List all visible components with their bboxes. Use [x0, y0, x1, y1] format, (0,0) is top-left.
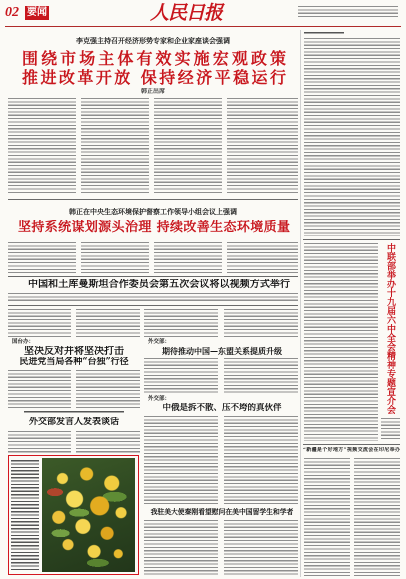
- page-number: 02: [5, 5, 19, 20]
- article-body-text: [144, 416, 218, 505]
- section-divider: [8, 199, 298, 200]
- article-body-text: [8, 242, 76, 273]
- section-divider: [303, 239, 400, 240]
- article-body-text: [8, 98, 76, 195]
- article-body-text: [304, 38, 400, 236]
- article-body-text: [304, 243, 378, 441]
- article-body-text: [144, 309, 218, 338]
- article-body-text: [144, 358, 218, 394]
- header-rule: [5, 26, 401, 27]
- article-body-text: [154, 242, 222, 273]
- top-story-headline-line2: 推进改革开放 保持经济平稳运行: [22, 68, 286, 87]
- embassy-story-headline: 我驻美大使秦刚看望慰问在美中国留学生和学者: [150, 508, 294, 516]
- section-divider: [8, 305, 298, 306]
- news-photo: [42, 458, 135, 572]
- taiwan-story-headline-line1: 坚决反对并将坚决打击: [24, 346, 124, 357]
- article-body-text: [8, 309, 71, 338]
- spokesperson-story-headline: 外交部发言人发表谈话: [28, 417, 119, 427]
- article-body-text: [224, 520, 298, 576]
- second-story-headline: 坚持系统谋划源头治理 持续改善生态环境质量: [18, 220, 290, 235]
- article-body-text: [144, 520, 218, 576]
- article-body-text: [76, 370, 140, 409]
- article-body-text: [227, 98, 298, 195]
- article-body-text: [227, 242, 298, 273]
- article-body-text: [81, 242, 149, 273]
- article-body-text: [8, 431, 71, 453]
- section-divider: [8, 276, 298, 277]
- masthead-logo: 人民日报: [150, 2, 223, 24]
- article-body-text: [8, 293, 298, 303]
- russia-story-headline: 中俄是拆不散、压不垮的真伙伴: [162, 403, 282, 413]
- idcpc-story-headline: 中联部举办十九届六中全会精神专题宣介会: [385, 243, 395, 414]
- section-label: 要闻: [27, 7, 47, 18]
- article-body-text: [81, 98, 149, 195]
- article-body-text: [304, 458, 350, 576]
- article-body-text: [8, 370, 71, 409]
- top-story-kicker: 李克强主持召开经济形势专家和企业家座谈会强调: [76, 37, 230, 45]
- column-divider: [300, 30, 301, 577]
- xinjiang-story-headline: “新疆是个好地方”视频交流会在印尼举办: [303, 447, 400, 453]
- section-divider: [303, 444, 400, 445]
- article-body-text: [76, 431, 140, 453]
- spokesperson-story-kicker-text: [24, 411, 124, 414]
- article-body-text: [224, 309, 298, 338]
- article-body-text: [224, 358, 298, 394]
- third-story-headline: 中国和土库曼斯坦合作委员会第五次会议将以视频方式举行: [28, 279, 290, 290]
- asean-story-kicker: 外交部：: [148, 339, 171, 345]
- asean-story-headline: 期待推动中国—东盟关系提质升级: [162, 346, 282, 356]
- article-body-text: [381, 418, 400, 441]
- russia-story-kicker: 外交部：: [148, 396, 171, 402]
- top-story-subline: 韩正出席: [140, 88, 165, 95]
- header-meta-text: [298, 6, 398, 19]
- second-story-kicker: 韩正在中央生态环境保护督察工作领导小组会议上强调: [69, 208, 237, 216]
- article-body-text: [224, 416, 298, 505]
- taiwan-story-kicker: 国台办：: [12, 339, 35, 345]
- top-story-headline-line1: 围绕市场主体有效实施宏观政策: [22, 49, 286, 68]
- photo-frame: [8, 455, 139, 575]
- article-body-text: [154, 98, 222, 195]
- continuation-note-text: [304, 32, 344, 35]
- photo-caption-text: [11, 460, 39, 570]
- taiwan-story-headline-line2: 民进党当局各种“台独”行径: [19, 357, 129, 367]
- article-body-text: [76, 309, 140, 338]
- article-body-text: [354, 458, 400, 576]
